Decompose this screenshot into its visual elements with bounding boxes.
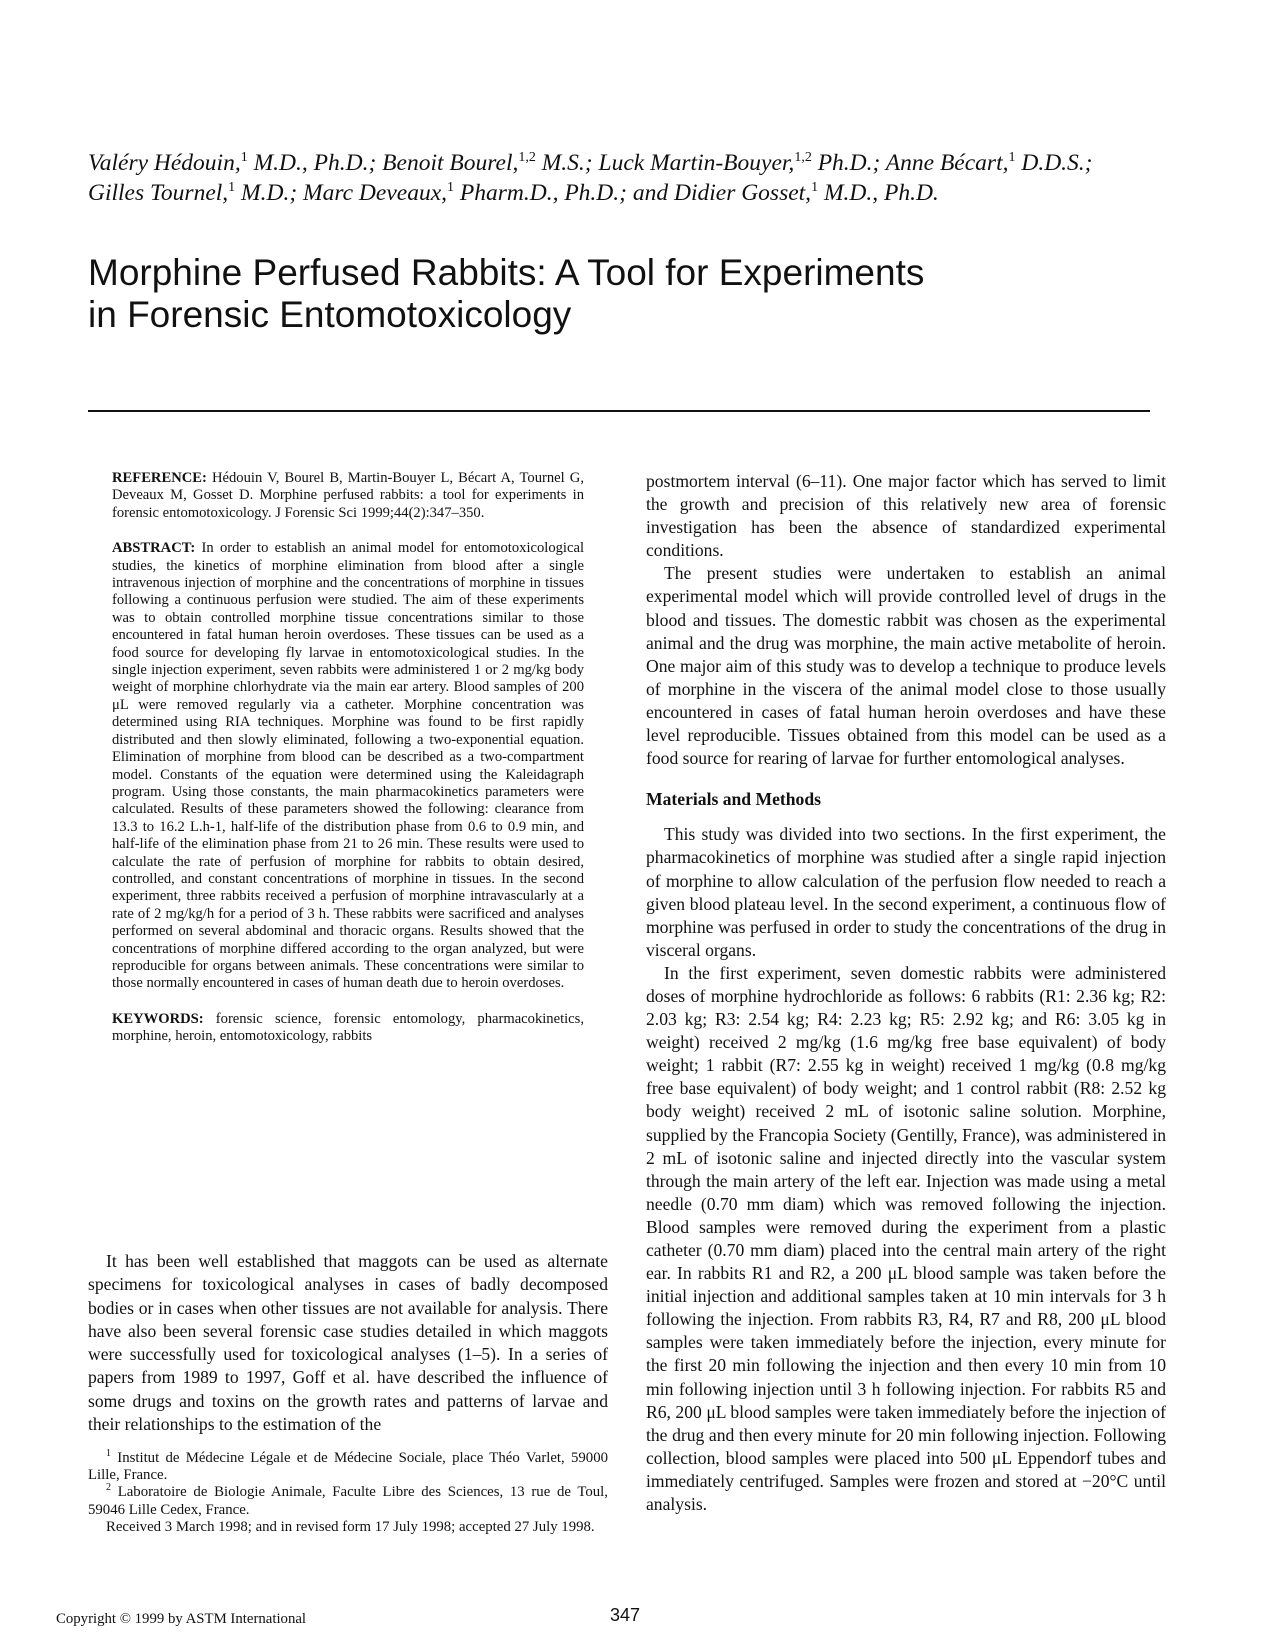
author: Didier Gosset,$^1$ M.D., Ph.D.: [673, 180, 939, 206]
footnotes: [88, 1450, 608, 1536]
author: Valéry Hédouin,$^1$ M.D., Ph.D.;: [88, 150, 383, 176]
footnote: $^2$ Laboratoire de Biologie Animale, Faculte Libre des Sciences, 13 rue de Toul, 59046 Lille Cedex, France.: [88, 1482, 608, 1518]
page-number: 347: [610, 1605, 641, 1625]
section-heading-methods: Materials and Methods: [646, 789, 821, 810]
paragraph: The present studies were undertaken to establish an animal experimental model which will provide controlled level of drugs in the blood and tissues. The domestic rabbit was chosen as the experimental animal and the drug was morphine, the main active metabolite of heroin. One major aim of this study was to develop a technique to produce levels of morphine in the viscera of the animal model close to those usually encountered in cases of fatal human heroin overdoses and have these level reproducible. Tissues obtained from this model can be used as a food source for rearing of larvae for further entomological analyses.: [646, 563, 1166, 769]
title-divider: [88, 410, 1150, 412]
right-column: [646, 470, 1166, 1516]
paragraph: In the first experiment, seven domestic rabbits were administered doses of morphine hydrochloride as follows: 6 rabbits (R1: 2.36 kg; R2: 2.03 kg; R3: 2.54 kg; R4: 2.23 kg; R5: 2.92 kg; and R6: 3.05 kg in weight) received 2 mg/kg (1.6 mg/kg free base equivalent) of body weight; 1 rabbit (R7: 2.55 kg in weight) received 1 mg/kg (0.8 mg/kg free base equivalent) of body weight; and 1 control rabbit (R8: 2.52 kg body weight) received 2 mL of isotonic saline solution. Morphine, supplied by the Francopia Society (Gentilly, France), was administered in 2 mL of isotonic saline and injected directly into the vascular system through the main artery of the left ear. Injection was made using a metal needle (0.70 mm diam) which was removed following the injection. Blood samples were removed during the experiment from a plastic catheter (0.70 mm diam) placed into the central main artery of the right ear. In rabbits R1 and R2, a 200 μL blood sample was taken before the initial injection and additional samples taken at 10 min intervals for 3 h following the injection. From rabbits R3, R4, R7 and R8, 200 μL blood samples were taken immediately before the injection, every minute for the first 20 min following the injection and then every 10 min from 10 min following injection until 3 h following injection. For rabbits R5 and R6, 200 μL blood samples were taken immediately before the injection of the drug and then every minute for 20 min following injection. Following collection, blood samples were placed into 500 μL Eppendorf tubes and immediately centrifuged. Samples were frozen and stored at −20°C until analysis.: [646, 962, 1166, 1515]
copyright-notice: Copyright © 1999 by ASTM International: [56, 1611, 307, 1627]
paper-title: Morphine Perfused Rabbits: A Tool for Experiments in Forensic Entomotoxicology: [88, 252, 925, 335]
reference: REFERENCE: Hédouin V, Bourel B, Martin-Bouyer L, Bécart A, Tournel G, Deveaux M, Gosset D. Morphine perfused rabbits: a tool for experiments in forensic entomotoxicology. J Forensic Sci 1999;44(2):347–350.: [112, 470, 584, 521]
author-list: [88, 148, 1148, 208]
paragraph: This study was divided into two sections. In the first experiment, the pharmacokinetics of morphine was studied after a single rapid injection of morphine to allow calculation of the perfusion flow needed to reach a given blood plateau level. In the second experiment, a continuous flow of morphine was perfused in order to study the concentrations of the drug in visceral organs.: [646, 824, 1166, 960]
footnote: $^1$ Institut de Médecine Légale et de Médecine Sociale, place Théo Varlet, 59000 Lille, France.: [88, 1448, 608, 1484]
introduction-text: It has been well established that maggots can be used as alternate specimens for toxicological analyses in cases of badly decomposed bodies or in cases when other tissues are not available for analysis. There have also been several forensic case studies detailed in which maggots were successfully used for toxicological analyses (1–5). In a series of papers from 1989 to 1997, Goff et al. have described the influence of some drugs and toxins on the growth rates and patterns of larvae and their relationships to the estimation of the: [88, 1251, 608, 1435]
author: Marc Deveaux,$^1$ Pharm.D., Ph.D.; and: [303, 180, 674, 206]
keywords: KEYWORDS: forensic science, forensic entomology, pharmacokinetics, morphine, heroin, entomotoxicology, rabbits: [112, 1010, 584, 1045]
author: Luck Martin-Bouyer,$^{1,2}$ Ph.D.;: [598, 150, 886, 176]
author: Anne Bécart,$^1$ D.D.S.;: [885, 150, 1093, 176]
author: Benoit Bourel,$^{1,2}$ M.S.;: [382, 150, 599, 176]
abstract: ABSTRACT: In order to establish an animal model for entomotoxicological studies, the kinetics of morphine elimination from blood after a single intravenous injection of morphine and the concentrations of morphine in tissues following a continuous perfusion were studied. The aim of these experiments was to obtain controlled morphine tissue concentrations similar to those encountered in fatal human heroin overdoses. These tissues can be used as a food source for developing fly larvae in entomotoxicological studies. In the single injection experiment, seven rabbits were administered 1 or 2 mg/kg body weight of morphine chlorhydrate via the main ear artery. Blood samples of 200 μL were removed regularly via a catheter. Morphine concentration was determined using RIA techniques. Morphine was found to be first rapidly distributed and then slowly eliminated, following a two-exponential equation. Elimination of morphine from blood can be described as a two-compartment model. Constants of the equation were determined using the Kaleidagraph program. Using those constants, the main pharmacokinetics parameters were calculated. Results of these parameters showed the following: clearance from 13.3 to 16.2 L.h-1, half-life of the distribution phase from 0.6 to 0.9 min, and half-life of the elimination phase from 21 to 26 min. These results were used to calculate the rate of perfusion of morphine for rabbits to obtain desired, controlled, and constant concentrations of morphine in tissues. In the second experiment, three rabbits received a perfusion of morphine intravascularly at a rate of 2 mg/kg/h for a period of 3 h. These rabbits were sacrificed and analyses performed on several abdominal and thoracic organs. Results showed that the concentrations of morphine differed according to the organ analyzed, but were reproducible for organs between animals. These concentrations were similar to those normally encountered in cases of human death due to heroin overdoses.: [112, 540, 584, 992]
author: Gilles Tournel,$^1$ M.D.;: [88, 180, 304, 206]
received-dates: Received 3 March 1998; and in revised form 17 July 1998; accepted 27 July 1998.: [106, 1518, 595, 1535]
front-matter: [112, 470, 584, 1064]
paragraph: postmortem interval (6–11). One major factor which has served to limit the growth and precision of this relatively new area of forensic investigation has been the absence of standardized experimental conditions.: [646, 471, 1166, 561]
